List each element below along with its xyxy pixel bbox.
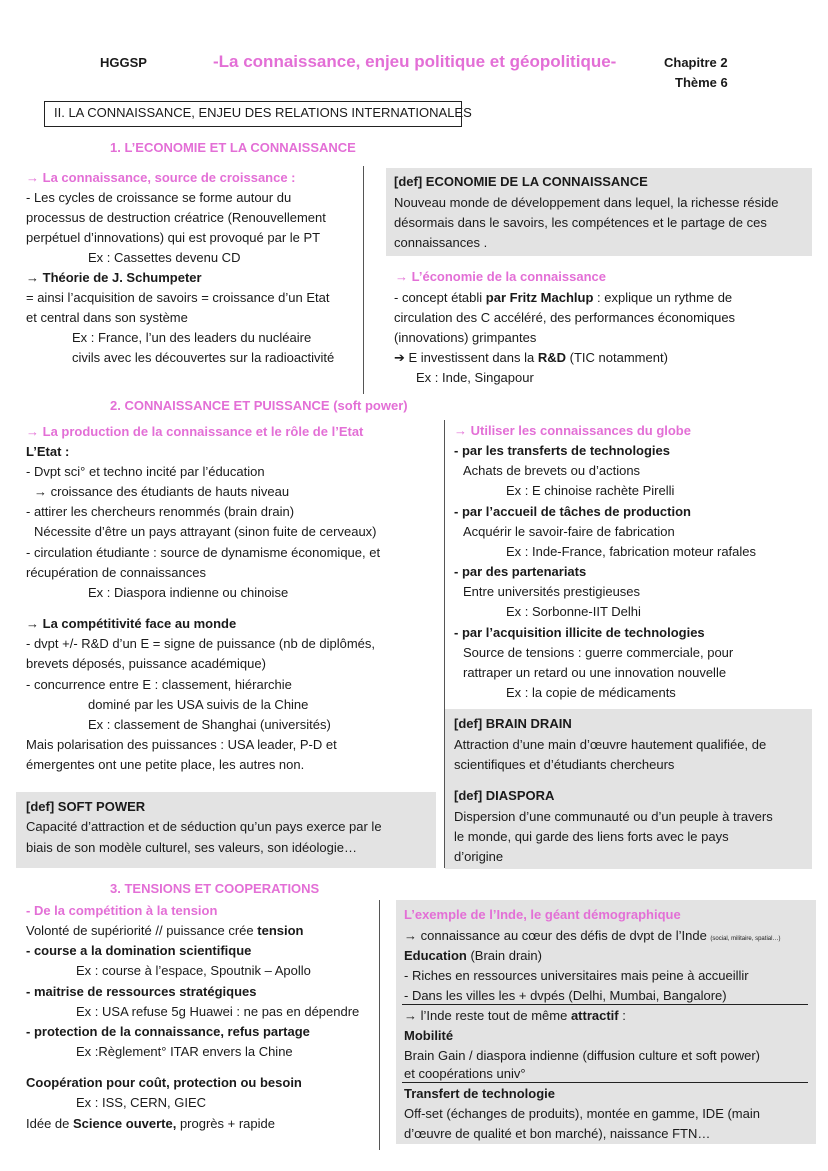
example-line: Ex : Cassettes devenu CD	[88, 250, 241, 265]
example-line: Ex : Sorbonne-IIT Delhi	[506, 604, 641, 619]
arrow-right-icon: →	[395, 269, 412, 284]
def-title: [def] DIASPORA	[454, 788, 555, 803]
text-line: → l’Inde reste tout de même attractif :	[404, 1008, 626, 1023]
arrow-right-icon: →	[454, 423, 471, 438]
arrow-right-icon: →	[26, 270, 43, 285]
def-line: Nouveau monde de développement dans lequel, la richesse réside	[394, 195, 779, 210]
example-line: Ex : classement de Shanghai (universités)	[88, 717, 331, 732]
page-title: -La connaissance, enjeu politique et géopolitique-	[213, 52, 617, 71]
text-line: Brain Gain / diaspora indienne (diffusion culture et soft power)	[404, 1048, 761, 1063]
example-line: Ex : USA refuse 5g Huawei : ne pas en dépendre	[76, 1004, 360, 1019]
example-line: Ex : Diaspora indienne ou chinoise	[88, 585, 289, 600]
arrow-right-icon: →	[34, 484, 51, 499]
text-line: - concept établi par Fritz Machlup : explique un rythme de	[394, 290, 733, 305]
text-line: ➔ E investissent dans la R&D (TIC notamment)	[394, 350, 668, 365]
arrow-right-icon: →	[404, 1008, 421, 1023]
arrow-right-icon: →	[26, 170, 43, 185]
text-line: Idée de Science ouverte, progrès + rapide	[26, 1116, 275, 1131]
text-line: - dvpt +/- R&D d’un E = signe de puissance (nb de diplômés,	[26, 636, 376, 651]
section-1-divider	[363, 166, 364, 394]
text-line: Entre universités prestigieuses	[463, 584, 641, 599]
text-line: = ainsi l’acquisition de savoirs = croissance d’un Etat	[26, 290, 330, 305]
text-line: émergentes ont une petite place, les autres non.	[26, 757, 305, 772]
text-line: Acquérir le savoir-faire de fabrication	[463, 524, 675, 539]
sub-heading: - par des partenariats	[454, 564, 587, 579]
sub-heading: - protection de la connaissance, refus partage	[26, 1024, 310, 1039]
example-line: Ex : la copie de médicaments	[506, 685, 676, 700]
chapter-label: Chapitre 2	[664, 55, 728, 70]
example-line: Ex : ISS, CERN, GIEC	[76, 1095, 207, 1110]
def-line: scientifiques et d’étudiants chercheurs	[454, 757, 675, 772]
cooperation-heading: Coopération pour coût, protection ou besoin	[26, 1075, 302, 1090]
text-line: - attirer les chercheurs renommés (brain drain)	[26, 504, 295, 519]
sub-heading: Transfert de technologie	[404, 1086, 555, 1101]
def-title: [def] BRAIN DRAIN	[454, 716, 572, 731]
text-line: Source de tensions : guerre commerciale, pour	[463, 645, 734, 660]
example-line: Ex : Inde-France, fabrication moteur rafales	[506, 544, 757, 559]
text-line: Mais polarisation des puissances : USA leader, P-D et	[26, 737, 337, 752]
def-line: Dispersion d’une communauté ou d’un peuple à travers	[454, 809, 773, 824]
text-line: - Dvpt sci° et techno incité par l’éducation	[26, 464, 265, 479]
text-line: Nécessite d’être un pays attrayant (sinon fuite de cerveaux)	[34, 524, 377, 539]
def-line: désormais dans le savoirs, les compétences et le partage de ces	[394, 215, 767, 230]
sub-heading: - course a la domination scientifique	[26, 943, 252, 958]
def-line: biais de son modèle culturel, ses valeurs, son idéologie…	[26, 840, 357, 855]
globe-heading: → Utiliser les connaissances du globe	[454, 423, 691, 438]
text-line: récupération de connaissances	[26, 565, 206, 580]
section-2-title: 2. CONNAISSANCE ET PUISSANCE (soft power)	[110, 398, 408, 413]
text-line: perpétuel d’innovations) qui est provoqué par le PT	[26, 230, 321, 245]
text-line: (innovations) grimpantes	[394, 330, 537, 345]
etat-heading: L’Etat :	[26, 444, 70, 459]
def-title: [def] ECONOMIE DE LA CONNAISSANCE	[394, 174, 648, 189]
production-heading: → La production de la connaissance et le rôle de l’Etat	[26, 424, 364, 439]
def-line: connaissances .	[394, 235, 488, 250]
sub-heading: - maitrise de ressources stratégiques	[26, 984, 257, 999]
text-line: - Les cycles de croissance se forme autour du	[26, 190, 292, 205]
text-line: Off-set (échanges de produits), montée en gamme, IDE (main	[404, 1106, 760, 1121]
sub-heading: Mobilité	[404, 1028, 454, 1043]
text-line: - circulation étudiante : source de dynamisme économique, et	[26, 545, 381, 560]
text-line: - Dans les villes les + dvpés (Delhi, Mumbai, Bangalore)	[404, 988, 727, 1003]
text-line: → connaissance au cœur des défis de dvpt de l’Inde (social, militaire, spatial…)	[404, 928, 781, 943]
text-line: d’œuvre de qualité et bon marché), naissance FTN…	[404, 1126, 711, 1141]
text-line: processus de destruction créatrice (Renouvellement	[26, 210, 326, 225]
arrow-right-icon: →	[26, 616, 43, 631]
example-line: Ex : course à l’espace, Spoutnik – Apollo	[76, 963, 311, 978]
economy-heading: → L’économie de la connaissance	[395, 269, 606, 284]
part-title: II. LA CONNAISSANCE, ENJEU DES RELATIONS INTERNATIONALES	[54, 105, 472, 120]
section-3-divider	[379, 900, 380, 1150]
text-line: et central dans son système	[26, 310, 188, 325]
divider-line	[402, 1004, 808, 1005]
example-line: Ex :Règlement° ITAR envers la Chine	[76, 1044, 293, 1059]
schumpeter-heading: → Théorie de J. Schumpeter	[26, 270, 202, 285]
arrow-right-icon: →	[404, 928, 421, 943]
def-line: d’origine	[454, 849, 504, 864]
text-line: - concurrence entre E : classement, hiérarchie	[26, 677, 292, 692]
text-line: dominé par les USA suivis de la Chine	[88, 697, 309, 712]
example-line: Ex : E chinoise rachète Pirelli	[506, 483, 675, 498]
divider-line	[402, 1082, 808, 1083]
example-line: Ex : France, l’un des leaders du nucléaire	[72, 330, 312, 345]
sub-heading: - par l’accueil de tâches de production	[454, 504, 691, 519]
sub-heading: - par l’acquisition illicite de technologies	[454, 625, 705, 640]
text-line: brevets déposés, puissance académique)	[26, 656, 266, 671]
arrow-right-icon: ➔	[394, 350, 409, 365]
text-line: → croissance des étudiants de hauts niveau	[34, 484, 290, 499]
competitivity-heading: → La compétitivité face au monde	[26, 616, 237, 631]
section-3-title: 3. TENSIONS ET COOPERATIONS	[110, 881, 320, 896]
text-line: - Riches en ressources universitaires mais peine à accueillir	[404, 968, 749, 983]
growth-heading: → La connaissance, source de croissance :	[26, 170, 296, 185]
def-line: Capacité d’attraction et de séduction qu’un pays exerce par le	[26, 819, 382, 834]
text-line: circulation des C accéléré, des performances économiques	[394, 310, 736, 325]
tension-heading: - De la compétition à la tension	[26, 903, 218, 918]
text-line: Education (Brain drain)	[404, 948, 542, 963]
def-title: [def] SOFT POWER	[26, 799, 146, 814]
india-heading: L’exemple de l’Inde, le géant démographique	[404, 907, 681, 922]
subject-label: HGGSP	[100, 55, 147, 70]
def-line: le monde, qui garde des liens forts avec le pays	[454, 829, 729, 844]
text-line: Achats de brevets ou d’actions	[463, 463, 641, 478]
section-1-title: 1. L’ECONOMIE ET LA CONNAISSANCE	[110, 140, 356, 155]
example-line: civils avec les découvertes sur la radioactivité	[72, 350, 335, 365]
text-line: et coopérations univ°	[404, 1066, 526, 1081]
theme-label: Thème 6	[675, 75, 728, 90]
sub-heading: - par les transferts de technologies	[454, 443, 671, 458]
arrow-right-icon: →	[26, 424, 43, 439]
def-line: Attraction d’une main d’œuvre hautement qualifiée, de	[454, 737, 767, 752]
text-line: Volonté de supériorité // puissance crée tension	[26, 923, 304, 938]
example-line: Ex : Inde, Singapour	[416, 370, 534, 385]
text-line: rattraper un retard ou une innovation nouvelle	[463, 665, 727, 680]
